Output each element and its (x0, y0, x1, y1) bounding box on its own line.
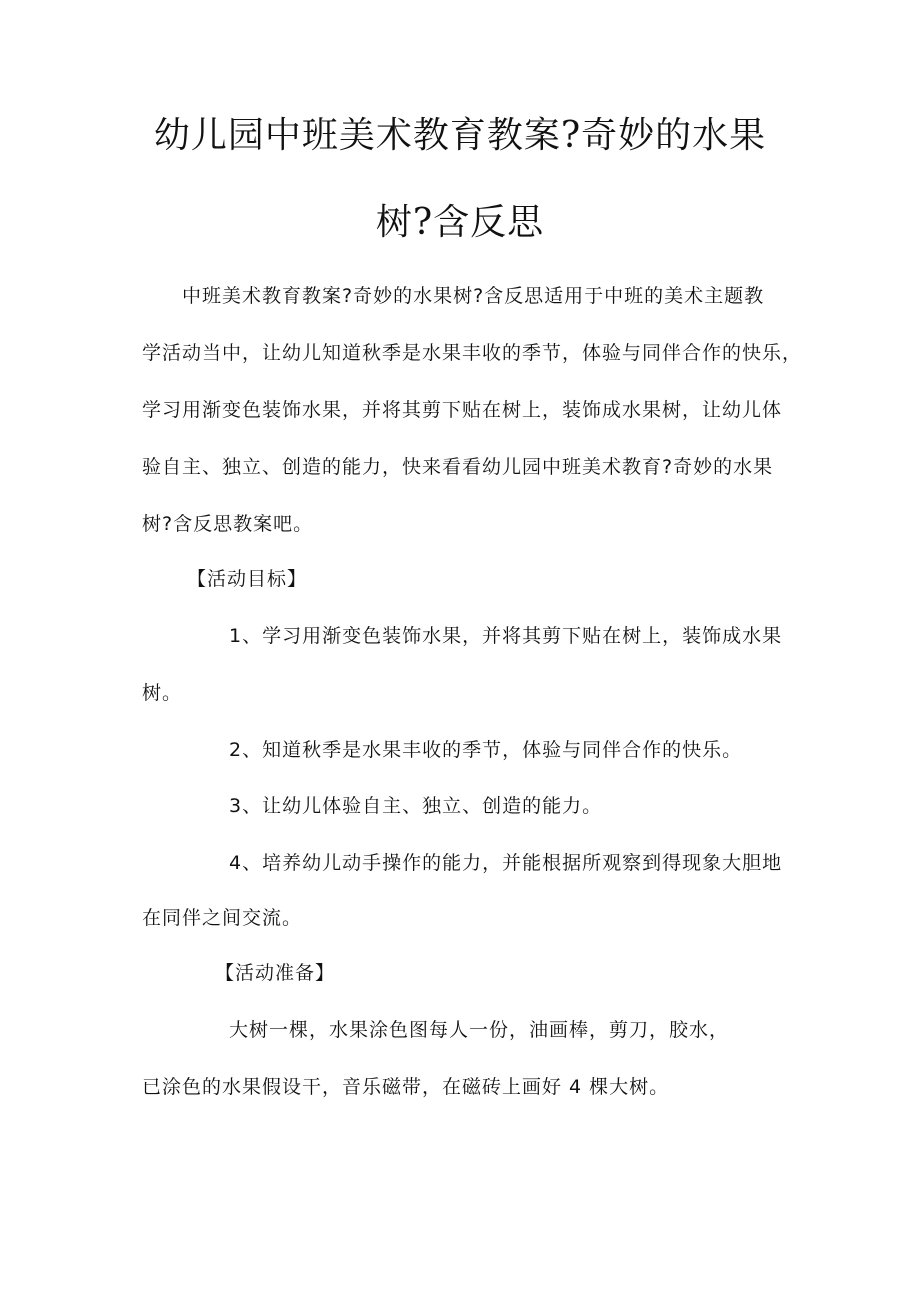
intro-line-2: 学活动当中，让幼儿知道秋季是水果丰收的季节，体验与同伴合作的快乐， (142, 342, 803, 364)
intro-line-3: 学习用渐变色装饰水果，并将其剪下贴在树上，装饰成水果树，让幼儿体 (142, 399, 783, 421)
preparation-heading: 【活动准备】 (215, 962, 336, 984)
goal-item-2: 2、知道秋季是水果丰收的季节，体验与同伴合作的快乐。 (229, 739, 743, 761)
goal-item-1-line-2: 树。 (142, 682, 183, 704)
document-title-line-1: 幼儿园中班美术教育教案?奇妙的水果 (153, 115, 767, 156)
goal-item-4-line-2: 在同伴之间交流。 (142, 907, 303, 929)
preparation-line-1: 大树一棵，水果涂色图每人一份，油画棒，剪刀，胶水， (229, 1019, 730, 1041)
intro-line-5: 树?含反思教案吧。 (142, 513, 314, 535)
preparation-line-2: 已涂色的水果假设干，音乐磁带，在磁砖上画好 4 棵大树。 (142, 1076, 670, 1098)
goal-item-4-line-1: 4、培养幼儿动手操作的能力，并能根据所观察到得现象大胆地 (229, 852, 783, 874)
goals-heading: 【活动目标】 (187, 568, 308, 590)
goal-item-1-line-1: 1、学习用渐变色装饰水果，并将其剪下贴在树上，装饰成水果 (229, 625, 783, 647)
intro-line-4: 验自主、独立、创造的能力，快来看看幼儿园中班美术教育?奇妙的水果 (142, 456, 774, 478)
document-title-line-2: 树?含反思 (375, 202, 545, 243)
goal-item-3: 3、让幼儿体验自主、独立、创造的能力。 (229, 795, 603, 817)
intro-line-1: 中班美术教育教案?奇妙的水果树?含反思适用于中班的美术主题教 (182, 285, 765, 307)
